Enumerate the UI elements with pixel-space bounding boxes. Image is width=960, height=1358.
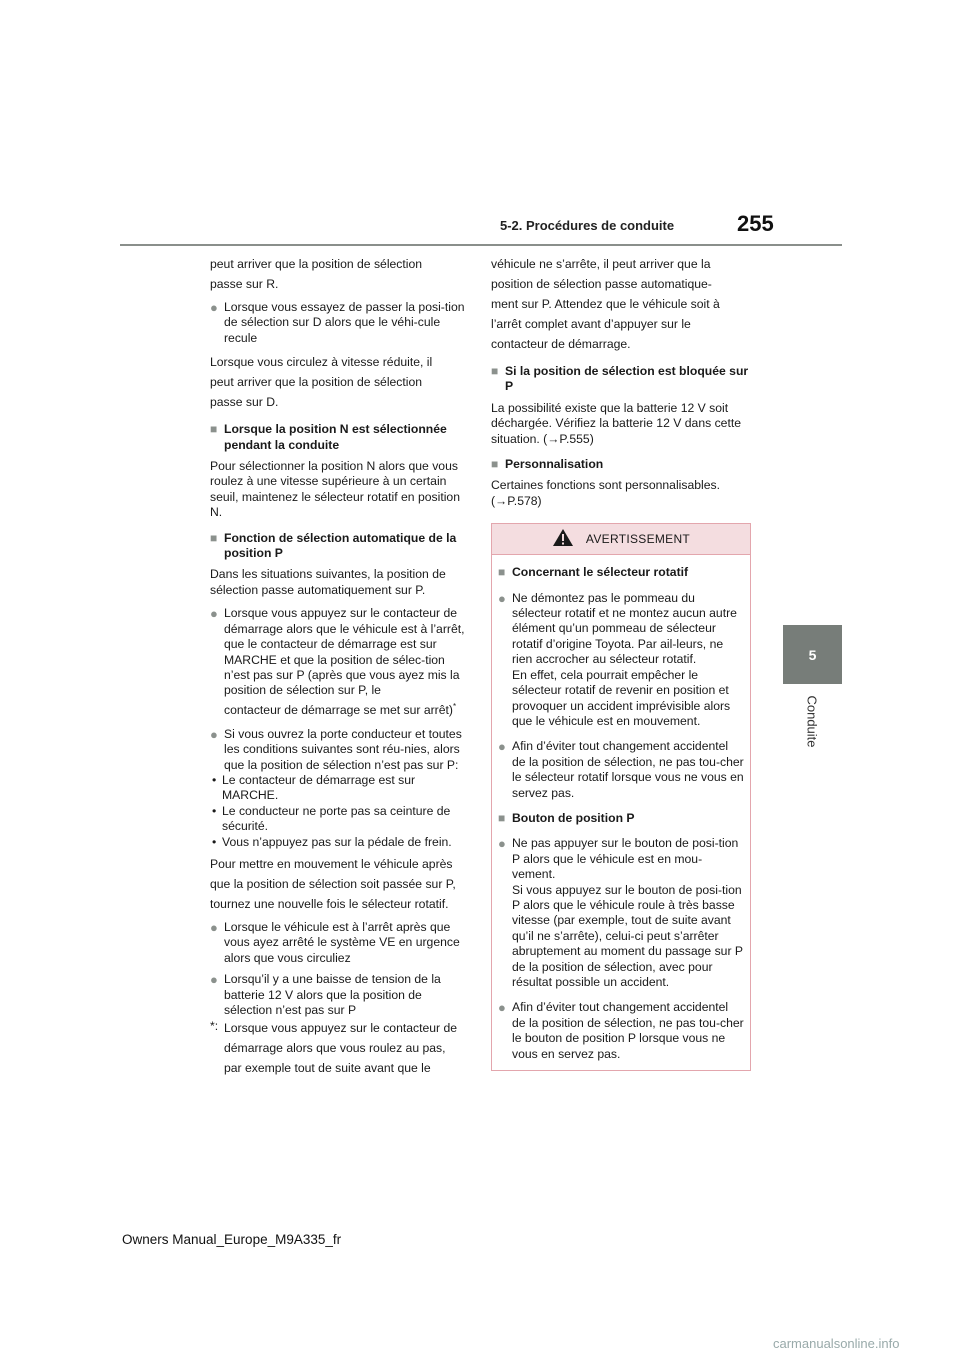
section-heading: ■ Si la position de sélection est bloquée sur P — [491, 364, 749, 394]
chapter-label: Conduite — [804, 695, 820, 748]
circle-bullet-icon: ● — [210, 920, 218, 936]
right-column — [491, 254, 753, 1071]
paragraph: ment sur P. Attendez que le véhicule soit à — [491, 297, 720, 311]
section-heading: ■ Fonction de sélection automatique de la position P — [210, 530, 457, 561]
paragraph: position de sélection passe automatique- — [491, 277, 712, 291]
paragraph: passe sur D. — [210, 395, 279, 410]
paragraph: peut arriver que la position de sélection — [210, 375, 423, 390]
circle-bullet-icon: ● — [498, 739, 506, 755]
left-column — [210, 254, 472, 1078]
circle-bullet-icon: ● — [210, 300, 218, 315]
paragraph: que la position de sélection soit passée sur P, — [210, 877, 456, 892]
chapter-side-label — [800, 690, 824, 770]
circle-bullet-icon: ● — [498, 590, 506, 606]
circle-bullet-icon: ● — [498, 1000, 506, 1016]
square-bullet-icon: ■ — [491, 364, 499, 378]
footnote-marker: * — [452, 701, 457, 711]
square-bullet-icon: ■ — [491, 457, 499, 472]
chapter-tab — [783, 625, 842, 684]
paragraph: Dans les situations suivantes, la position de sélection passe automatiquement sur P. — [210, 567, 446, 597]
warning-body — [492, 555, 750, 1070]
bullet-item: ● Afin d’éviter tout changement accidentel de la position de sélection, ne pas tou-cher le sélecteur rotatif lorsque vous ne vous en servez pas. — [498, 739, 744, 800]
bullet-item: ● Lorsque vous appuyez sur le contacteur de démarrage alors que le véhicule est à l’arrêt, que le contacteur de démarrage est sur MARCHE et que la position de sélec-tion n’est pas sur P (après que vous ayez mis la position de sélection sur P, le contacteur de démarrage se met sur arrêt)* — [210, 606, 465, 717]
paragraph: Lorsque vous circulez à vitesse réduite, il — [210, 355, 433, 370]
paragraph: Pour sélectionner la position N alors que vous roulez à une vitesse supérieure à un certain seuil, maintenez le sélecteur rotatif en position N. — [210, 459, 460, 520]
footer-text: Owners Manual_Europe_M9A335_fr — [122, 1232, 342, 1247]
paragraph: La possibilité existe que la batterie 12 V soit déchargée. Vérifiez la batterie 12 V dans cette situation. (→P.555) — [491, 400, 741, 446]
bullet-item: ● Ne démontez pas le pommeau du sélecteur rotatif et ne montez aucun autre élément qu’un pommeau de sélecteur rotatif d’origine Toyota. Par ail-leurs, ne rien accrocher au sélecteur rotatif. En effet, cela pourrait empêcher le sélecteur rotatif de revenir en position et provoquer un accident imprévisible alors que le véhicule est en mouvement. — [498, 590, 737, 728]
warning-box — [491, 523, 751, 1071]
list-item: • Le contacteur de démarrage est sur MARCHE. — [210, 773, 472, 804]
bullet-item: ● Lorsque le véhicule est à l’arrêt après que vous ayez arrêté le système VE en urgence alors que vous circuliez — [210, 920, 460, 965]
circle-bullet-icon: ● — [210, 972, 218, 988]
header-divider — [120, 244, 842, 246]
circle-bullet-icon: ● — [210, 606, 218, 622]
paragraph: Certaines fonctions sont personnalisables. (→P.578) — [491, 478, 720, 508]
square-bullet-icon: ■ — [210, 530, 218, 545]
section-title: 5-2. Procédures de conduite — [500, 218, 675, 233]
circle-bullet-icon: ● — [210, 726, 218, 742]
paragraph: tournez une nouvelle fois le sélecteur rotatif. — [210, 897, 449, 912]
square-bullet-icon: ■ — [498, 565, 506, 580]
page-number: 255 — [737, 211, 774, 236]
bullet-item: ● Si vous ouvrez la porte conducteur et toutes les conditions suivantes sont réu-nies, alors que la position de sélection n’est pas sur P: — [210, 726, 462, 772]
bullet-item: ● Lorsque vous essayez de passer la posi-tion de sélection sur D alors que le véhi-cule recule — [210, 300, 465, 345]
warning-triangle-icon — [552, 528, 574, 551]
warning-header — [492, 524, 750, 555]
paragraph: passe sur R. — [210, 277, 279, 291]
square-bullet-icon: ■ — [498, 810, 506, 825]
circle-bullet-icon: ● — [498, 836, 506, 852]
bullet-item: ● Afin d’éviter tout changement accidentel de la position de sélection, ne pas tou-cher le bouton de position P lorsque vous ne vous en servez pas. — [498, 1000, 744, 1061]
footnote-mark: *: — [210, 1019, 219, 1034]
section-heading: ■ Bouton de position P — [498, 810, 635, 825]
section-heading: ■ Concernant le sélecteur rotatif — [498, 565, 689, 580]
watermark: carmanualsonline.info — [773, 1336, 900, 1351]
footnote: *: Lorsque vous appuyez sur le contacteur de démarrage alors que vous roulez au pas, par exemple tout de suite avant que le — [210, 1018, 472, 1078]
section-heading: ■ Personnalisation — [491, 457, 604, 472]
paragraph: véhicule ne s’arrête, il peut arriver que la — [491, 257, 711, 271]
paragraph: peut arriver que la position de sélection — [210, 257, 423, 271]
square-bullet-icon: ■ — [210, 422, 218, 437]
condition-list — [210, 773, 472, 850]
section-heading: ■ Lorsque la position N est sélectionnée pendant la conduite — [210, 422, 447, 452]
paragraph: l’arrêt complet avant d’appuyer sur le — [491, 317, 691, 331]
warning-title: AVERTISSEMENT — [585, 531, 691, 546]
bullet-item: ● Lorsqu’il y a une baisse de tension de la batterie 12 V alors que la position de sélection n’est pas sur P — [210, 972, 441, 1018]
list-item: • Le conducteur ne porte pas sa ceinture de sécurité. — [210, 804, 472, 835]
list-item: • Vous n’appuyez pas sur la pédale de frein. — [210, 835, 472, 850]
bullet-item: ● Ne pas appuyer sur le bouton de posi-tion P alors que le véhicule est en mou-vement. Si vous appuyez sur le bouton de posi-tion P alors que le véhicule roule à très basse vitesse (par exemple, tout de suite avant qu’il ne s’arrête), celui-ci peut s’arrêter abruptement au moment du passage sur P de la position de sélection, avec pour résultat possible un accident. — [498, 836, 743, 989]
paragraph: Pour mettre en mouvement le véhicule après — [210, 857, 453, 872]
paragraph: contacteur de démarrage. — [491, 337, 631, 351]
chapter-number: 5 — [808, 646, 817, 663]
